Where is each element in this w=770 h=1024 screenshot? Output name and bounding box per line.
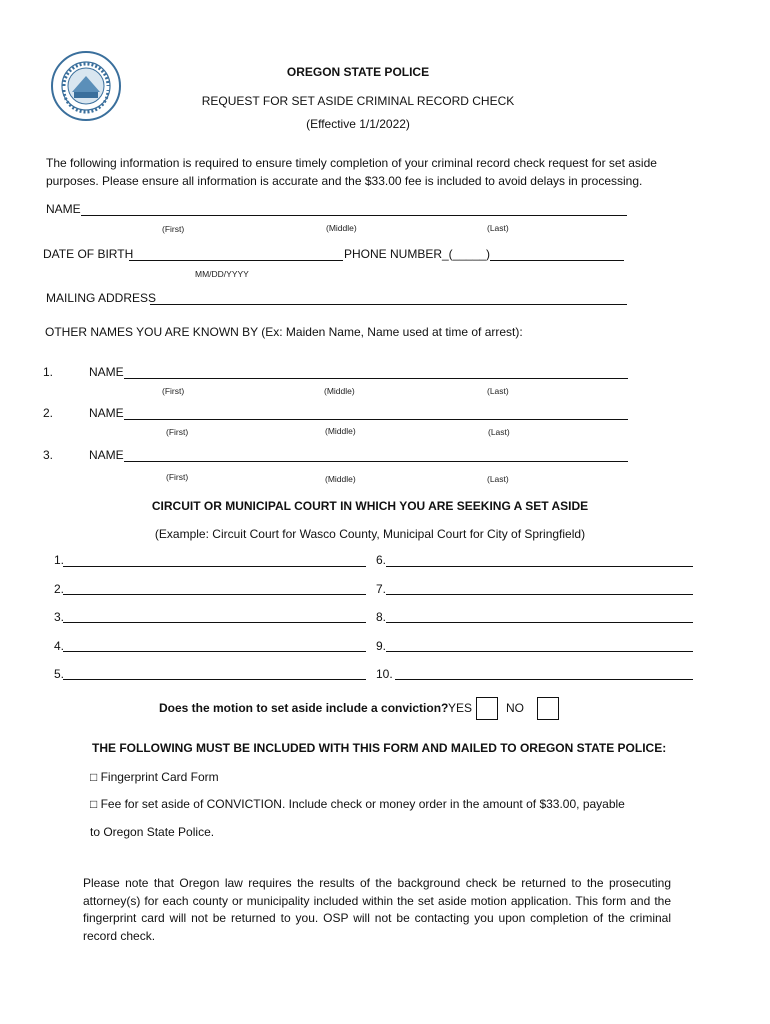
court-example: (Example: Circuit Court for Wasco County, Municipal Court for City of Springfield) — [154, 527, 586, 541]
middle-caption: (Middle) — [325, 474, 356, 484]
other-name-3-label: NAME — [89, 448, 124, 462]
name-field[interactable] — [81, 215, 627, 216]
court-4-field[interactable] — [63, 651, 366, 652]
yes-checkbox[interactable] — [476, 697, 498, 720]
court-heading: CIRCUIT OR MUNICIPAL COURT IN WHICH YOU ARE SEEKING A SET ASIDE — [151, 499, 589, 513]
yes-label: YES — [448, 701, 473, 715]
dob-format-caption: MM/DD/YYYY — [195, 269, 249, 279]
mail-heading: THE FOLLOWING MUST BE INCLUDED WITH THIS FORM AND MAILED TO OREGON STATE POLICE: — [92, 741, 667, 755]
other-name-2-number: 2. — [43, 406, 54, 420]
other-name-3-number: 3. — [43, 448, 54, 462]
no-checkbox[interactable] — [537, 697, 559, 720]
court-5-field[interactable] — [63, 679, 366, 680]
other-name-1-label: NAME — [89, 365, 124, 379]
court-8-field[interactable] — [386, 622, 693, 623]
court-1-number: 1. — [54, 553, 65, 567]
phone-label: PHONE NUMBER_(_____) — [344, 247, 491, 261]
court-3-field[interactable] — [63, 622, 366, 623]
court-10-number: 10. — [376, 667, 393, 681]
last-caption: (Last) — [487, 386, 509, 396]
other-name-2-field[interactable] — [124, 419, 628, 420]
court-1-field[interactable] — [63, 566, 366, 567]
middle-caption: (Middle) — [325, 426, 356, 436]
fingerprint-card-item: □ Fingerprint Card Form — [90, 770, 219, 784]
dob-field[interactable] — [129, 260, 343, 261]
court-2-field[interactable] — [63, 594, 366, 595]
first-caption: (First) — [166, 427, 189, 437]
intro-line-2: purposes. Please ensure all information is accurate and the $33.00 fee is included to avoid delays in processing. — [46, 174, 643, 188]
court-9-number: 9. — [376, 639, 387, 653]
other-names-label: OTHER NAMES YOU ARE KNOWN BY (Ex: Maiden Name, Name used at time of arrest): — [45, 325, 523, 339]
last-caption: (Last) — [487, 474, 509, 484]
no-label: NO — [506, 701, 524, 715]
name-label: NAME — [46, 202, 81, 216]
other-name-1-number: 1. — [43, 365, 54, 379]
court-8-number: 8. — [376, 610, 387, 624]
dob-label: DATE OF BIRTH — [43, 247, 134, 261]
first-caption: (First) — [166, 472, 189, 482]
court-6-field[interactable] — [386, 566, 693, 567]
court-5-number: 5. — [54, 667, 65, 681]
court-2-number: 2. — [54, 582, 65, 596]
oregon-state-seal — [50, 50, 122, 122]
court-7-field[interactable] — [386, 594, 693, 595]
last-caption: (Last) — [488, 427, 510, 437]
court-4-number: 4. — [54, 639, 65, 653]
conviction-question: Does the motion to set aside include a conviction? — [159, 701, 449, 715]
form-title: REQUEST FOR SET ASIDE CRIMINAL RECORD CHECK — [201, 94, 515, 108]
fee-item: □ Fee for set aside of CONVICTION. Include check or money order in the amount of $33.00, payable — [90, 797, 625, 811]
effective-date: (Effective 1/1/2022) — [306, 117, 410, 131]
middle-caption: (Middle) — [326, 223, 357, 233]
fee-item-payee: to Oregon State Police. — [90, 825, 215, 839]
middle-caption: (Middle) — [324, 386, 355, 396]
mailing-address-label: MAILING ADDRESS — [46, 291, 157, 305]
phone-field[interactable] — [490, 260, 624, 261]
first-caption: (First) — [162, 386, 185, 396]
first-caption: (First) — [162, 224, 185, 234]
court-9-field[interactable] — [386, 651, 693, 652]
other-name-3-field[interactable] — [124, 461, 628, 462]
court-3-number: 3. — [54, 610, 65, 624]
other-name-1-field[interactable] — [124, 378, 628, 379]
court-10-field[interactable] — [395, 679, 693, 680]
last-caption: (Last) — [487, 223, 509, 233]
other-name-2-label: NAME — [89, 406, 124, 420]
court-6-number: 6. — [376, 553, 387, 567]
agency-heading: OREGON STATE POLICE — [286, 65, 430, 79]
court-7-number: 7. — [376, 582, 387, 596]
notice-paragraph: Please note that Oregon law requires the results of the background check be returned to the prosecuting attorney(s) for each county or municipality included within the set aside motion application. This form and the fingerprint card will not be returned to you. OSP will not be contacting you upon completion of the criminal record check. — [83, 876, 671, 943]
mailing-address-field[interactable] — [150, 304, 627, 305]
intro-line-1: The following information is required to ensure timely completion of your criminal record check request for set aside — [46, 156, 657, 170]
